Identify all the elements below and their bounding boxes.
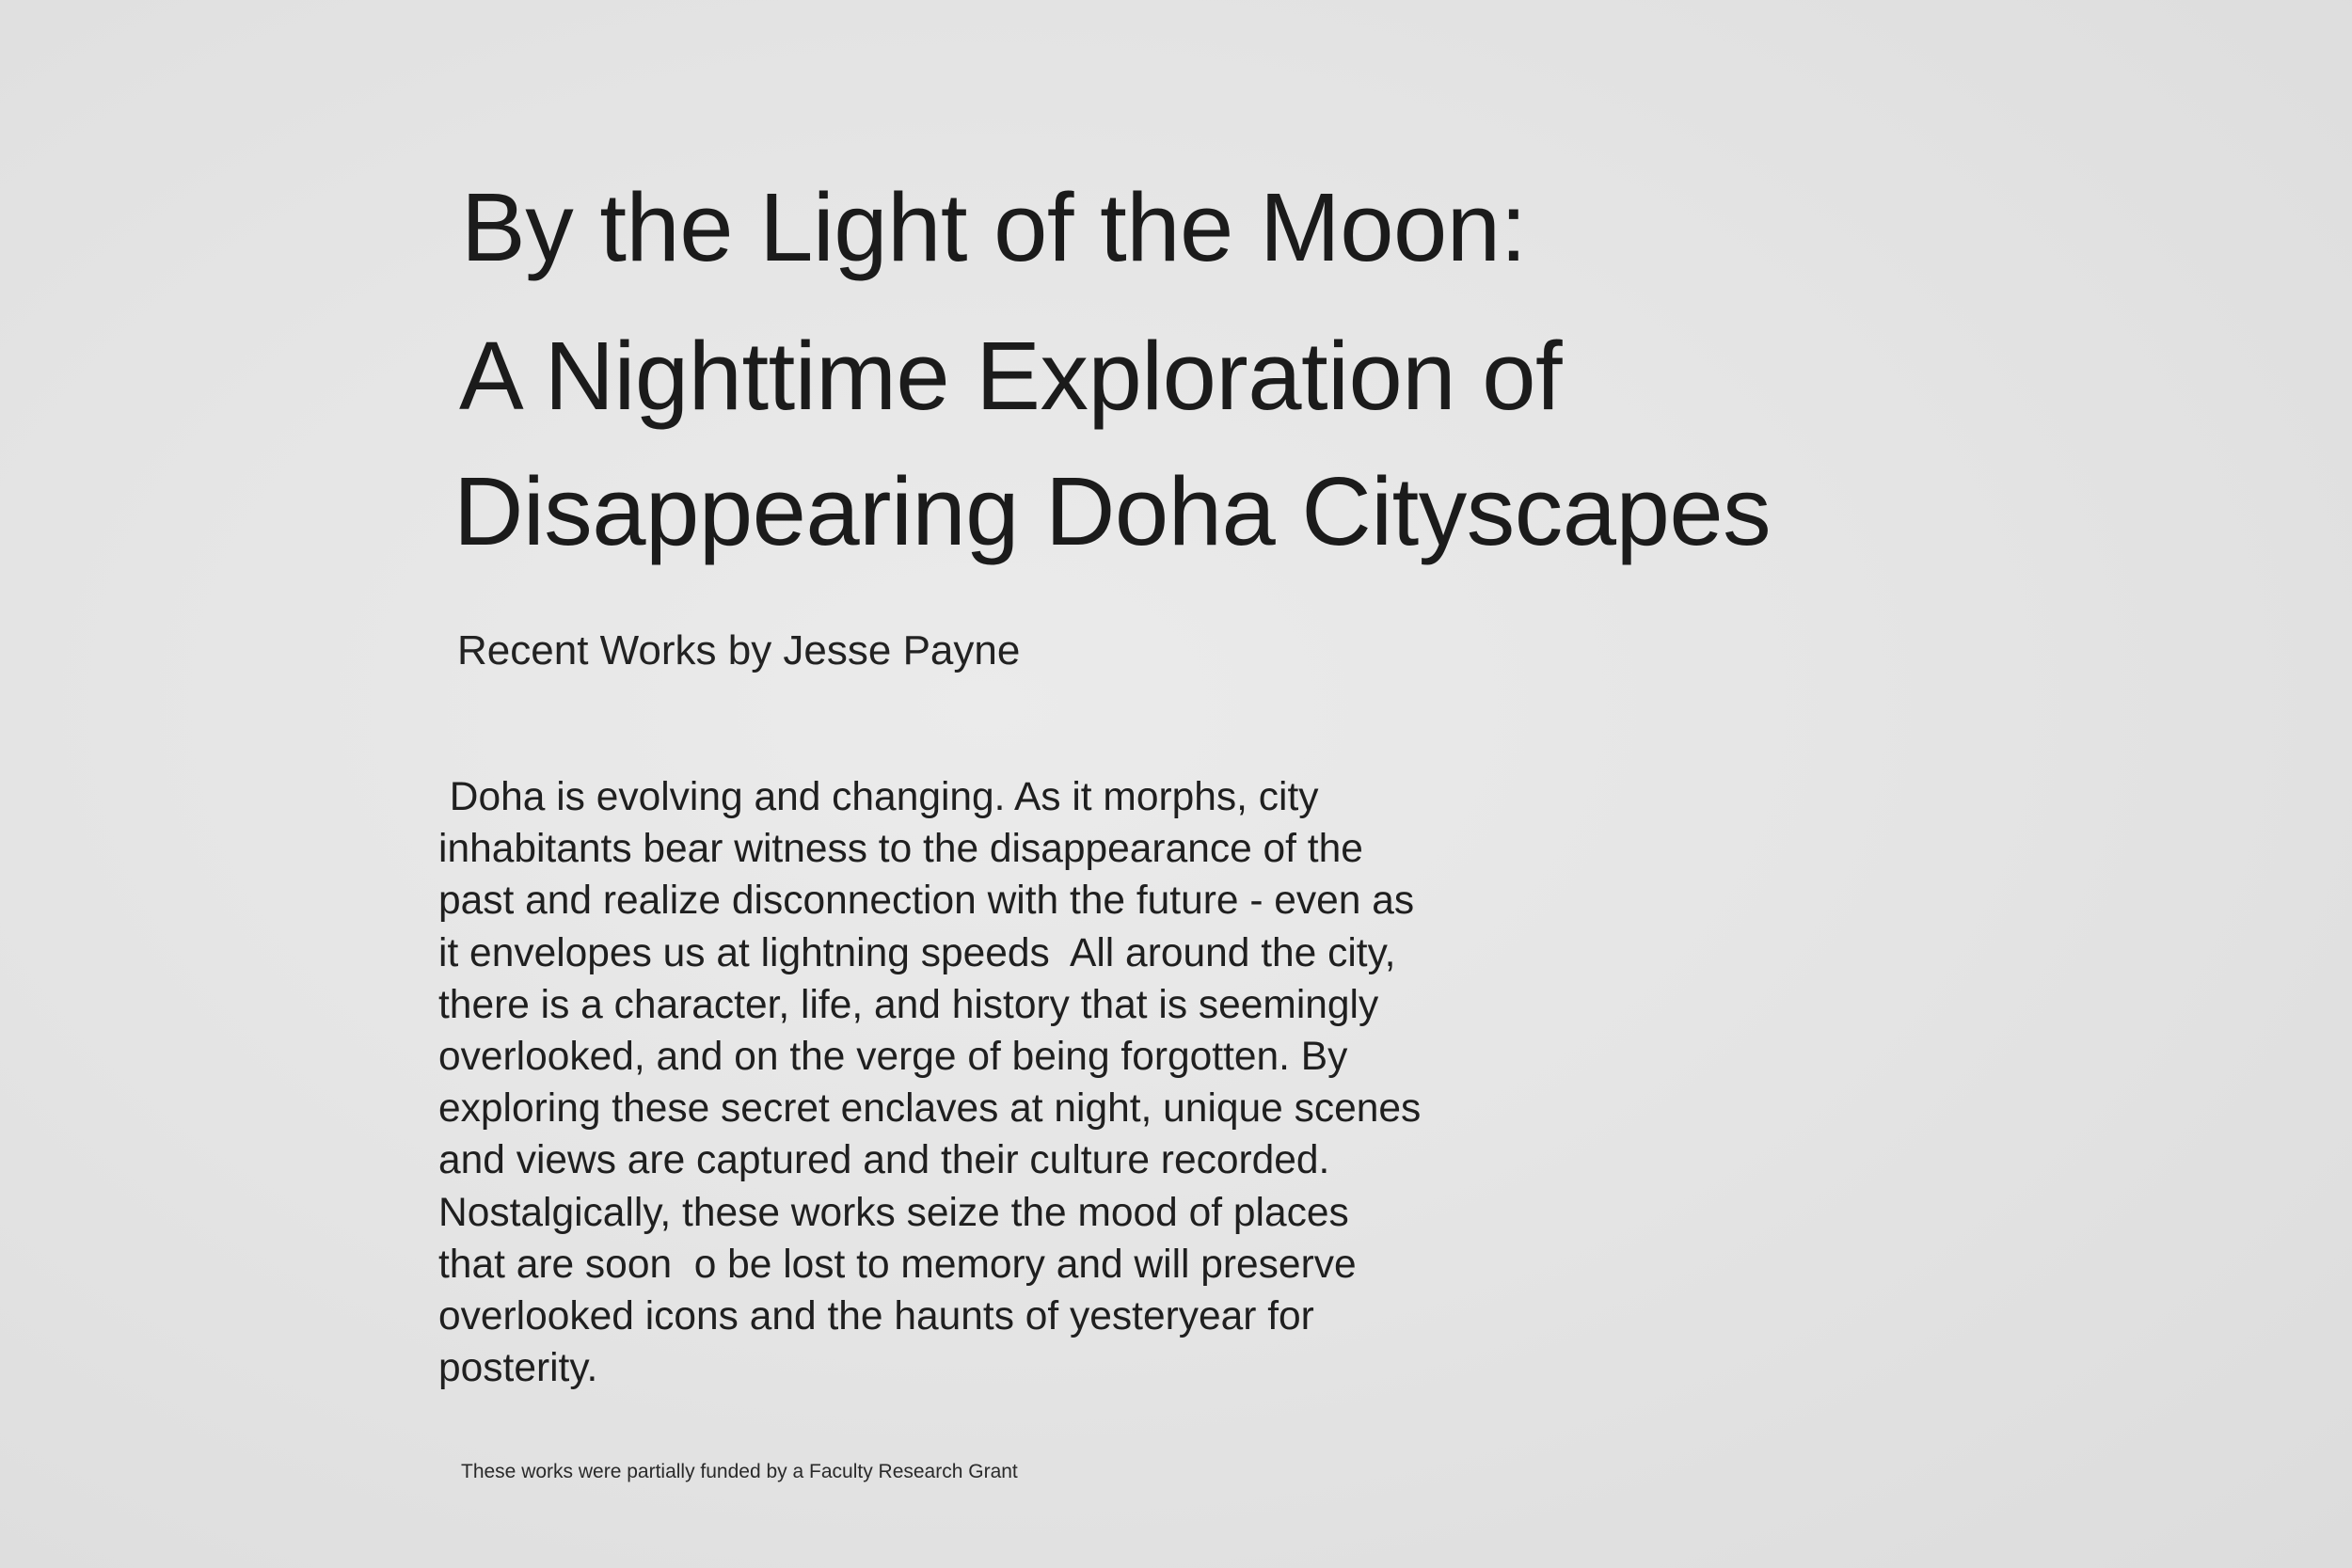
body-line: past and realize disconnection with the future - even as [438, 879, 1415, 924]
body-line: there is a character, life, and history that is seemingly [438, 982, 1379, 1027]
title-line-1: By the Light of the Moon: [461, 173, 1527, 281]
body-line: it envelopes us at lightning speeds All around the city, [438, 930, 1396, 975]
subtitle-artist: Recent Works by Jesse Payne [457, 627, 1021, 673]
title-line-3: Disappearing Doha Cityscapes [453, 457, 1772, 565]
body-line: and views are captured and their culture recorded. [438, 1138, 1330, 1183]
funding-footnote: These works were partially funded by a Faculty Research Grant [461, 1461, 1018, 1482]
body-line: Doha is evolving and changing. As it morphs, city [438, 775, 1319, 819]
body-line: overlooked icons and the haunts of yesteryear for [438, 1294, 1314, 1339]
body-paragraph [438, 771, 1421, 1394]
body-line: overlooked, and on the verge of being forgotten. By [438, 1035, 1348, 1080]
title-line-2: A Nighttime Exploration of [459, 322, 1563, 430]
body-line: that are soon o be lost to memory and will preserve [438, 1242, 1357, 1287]
body-line: inhabitants bear witness to the disappearance of the [438, 827, 1363, 872]
body-line: Nostalgically, these works seize the mood of places [438, 1190, 1349, 1235]
body-line: exploring these secret enclaves at night, unique scenes [438, 1086, 1422, 1132]
body-line: posterity. [438, 1346, 598, 1391]
